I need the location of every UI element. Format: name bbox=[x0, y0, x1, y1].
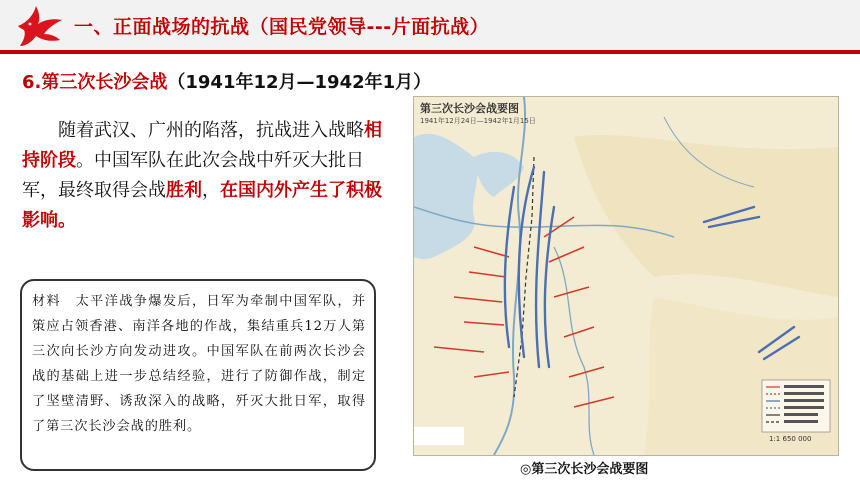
paragraph-text-3: ， bbox=[202, 180, 220, 201]
map-illustration bbox=[414, 97, 838, 455]
section-title bbox=[22, 68, 431, 94]
battle-map bbox=[413, 96, 839, 456]
intro-paragraph bbox=[22, 116, 394, 236]
highlight-stalemate: 相持阶段 bbox=[22, 120, 382, 171]
material-box bbox=[20, 279, 376, 471]
map-date: 1941年12月24日—1942年1月15日 bbox=[420, 117, 536, 125]
map-scale: 1:1 650 000 bbox=[769, 435, 812, 443]
material-text: 材料 太平洋战争爆发后，日军为牵制中国军队，并策应占领香港、南洋各地的作战，集结重兵12万人第三次向长沙方向发动进攻。中国军队在前两次长沙会战的基础上进一步总结经验，进行了防御作战，制定了坚壁清野、诱敌深入的战略，歼灭大批日军，取得了第三次长沙会战的胜利。 bbox=[32, 294, 366, 434]
highlight-victory: 胜利 bbox=[166, 180, 202, 201]
red-dove-icon bbox=[14, 4, 66, 48]
slide-title: 一、正面战场的抗战（国民党领导---片面抗战） bbox=[74, 16, 490, 38]
map-title: 第三次长沙会战要图 bbox=[420, 102, 519, 115]
paragraph-text-1: 随着武汉、广州的陷落，抗战进入战略 bbox=[58, 120, 364, 141]
slide-header bbox=[0, 0, 860, 54]
section-date-range: （1941年12月—1942年1月） bbox=[167, 72, 432, 93]
highlight-impact: 在国内外产生了积极影响。 bbox=[22, 180, 382, 231]
section-number-title: 6.第三次长沙会战 bbox=[22, 72, 168, 93]
map-caption: ◎第三次长沙会战要图 bbox=[520, 462, 649, 477]
paragraph-text-2: 。中国军队在此次会战中歼灭大批日军，最终取得会战 bbox=[22, 150, 364, 201]
header-accent-line bbox=[0, 50, 860, 54]
